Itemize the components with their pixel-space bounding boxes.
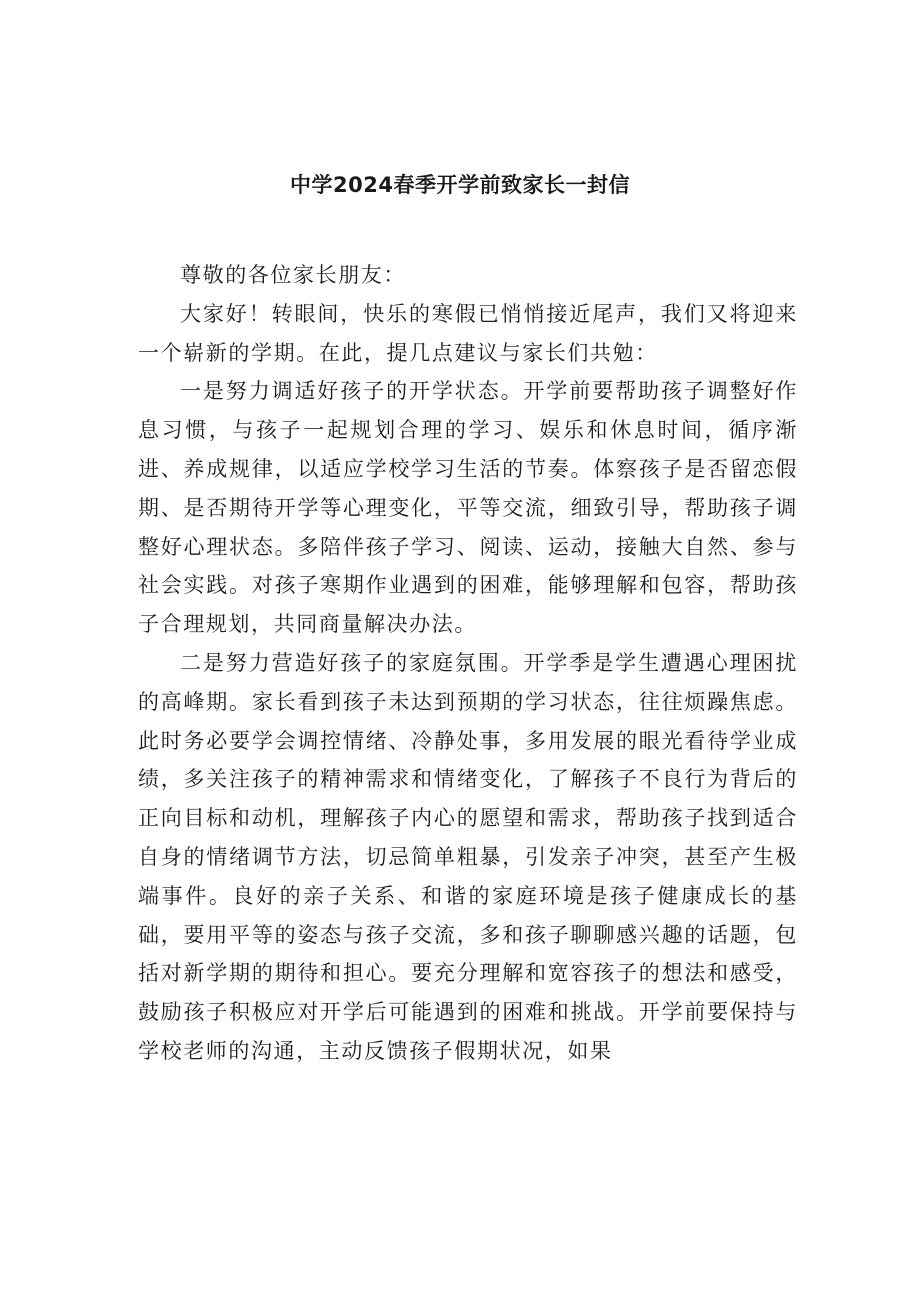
salutation: 尊敬的各位家长朋友： xyxy=(180,263,406,287)
document-title: 中学2024春季开学前致家长一封信 xyxy=(290,173,630,197)
letter-body xyxy=(138,256,798,1071)
paragraph-greeting: 大家好！转眼间，快乐的寒假已悄悄接近尾声，我们又将迎来一个崭新的学期。在此，提几点建议与家长们共勉： xyxy=(138,301,798,365)
paragraph-point-two: 二是努力营造好孩子的家庭氛围。开学季是学生遭遇心理困扰的高峰期。家长看到孩子未达到预期的学习状态，往往烦躁焦虑。此时务必要学会调控情绪、冷静处事，多用发展的眼光看待学业成绩，多关注孩子的精神需求和情绪变化，了解孩子不良行为背后的正向目标和动机，理解孩子内心的愿望和需求，帮助孩子找到适合自身的情绪调节方法，切忌简单粗暴，引发亲子冲突，甚至产生极端事件。良好的亲子关系、和谐的家庭环境是孩子健康成长的基础，要用平等的姿态与孩子交流，多和孩子聊聊感兴趣的话题，包括对新学期的期待和担心。要充分理解和宽容孩子的想法和感受，鼓励孩子积极应对开学后可能遇到的困难和挑战。开学前要保持与学校老师的沟通，主动反馈孩子假期状况，如果 xyxy=(138,650,798,1063)
paragraph-point-one: 一是努力调适好孩子的开学状态。开学前要帮助孩子调整好作息习惯，与孩子一起规划合理的学习、娱乐和休息时间，循序渐进、养成规律，以适应学校学习生活的节奏。体察孩子是否留恋假期、是否期待开学等心理变化，平等交流，细致引导，帮助孩子调整好心理状态。多陪伴孩子学习、阅读、运动，接触大自然、参与社会实践。对孩子寒期作业遇到的困难，能够理解和包容，帮助孩子合理规划，共同商量解决办法。 xyxy=(138,379,798,637)
